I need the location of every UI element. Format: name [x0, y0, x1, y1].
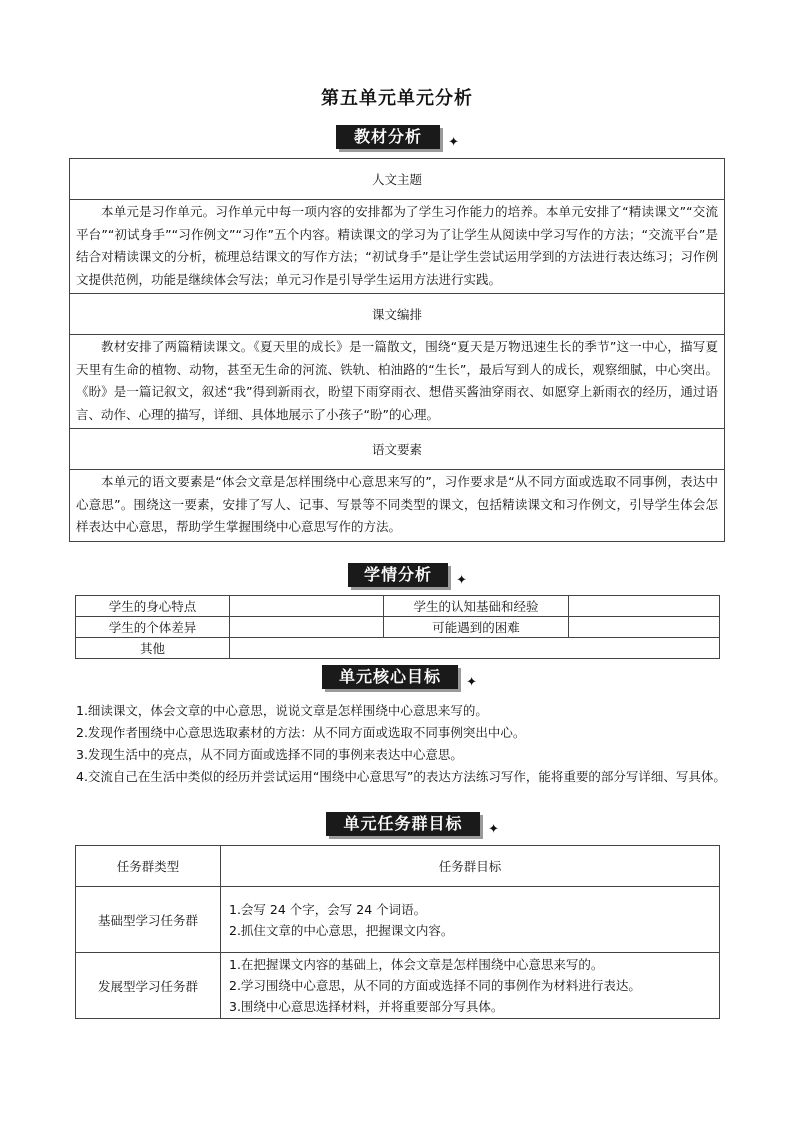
- textbook-analysis-table: [69, 158, 725, 542]
- table-cell: 可能遇到的困难: [384, 617, 569, 638]
- banner-label: 学情分析: [363, 565, 432, 584]
- task-group-goals: [221, 887, 720, 953]
- student-analysis-table: [75, 595, 720, 659]
- table-cell: 其他: [76, 638, 230, 659]
- table-header-type: 任务群类型: [76, 846, 221, 887]
- list-item: 2.发现作者围绕中心意思选取素材的方法：从不同方面或选取不同事例突出中心。: [76, 725, 526, 740]
- goal-item: 3.围绕中心意思选择材料，并将重要部分写具体。: [229, 999, 504, 1014]
- table-cell: 学生的认知基础和经验: [384, 596, 569, 617]
- table-cell-empty[interactable]: [230, 617, 384, 638]
- task-group-goals: [221, 953, 720, 1019]
- sparkle-icon: ✦: [466, 675, 478, 690]
- table-paragraph: 本单元是习作单元。习作单元中每一项内容的安排都为了学生习作能力的培养。本单元安排了“精读课文”“交流平台”“初试身手”“习作例文”“习作”五个内容。精读课文的学习为了让学生从阅读中学习写作的方法；“交流平台”是结合对精读课文的分析，梳理总结课文的写作方法；“初试身手”是让学生尝试运用学到的方法进行表达练习；习作例文提供范例，功能是继续体会写法；单元习作是引导学生运用方法进行实践。: [70, 200, 725, 294]
- goal-item: 1.会写 24 个字，会写 24 个词语。: [229, 901, 427, 917]
- page-title: 第五单元单元分析: [321, 88, 473, 109]
- task-group-type: 基础型学习任务群: [76, 887, 221, 953]
- task-group-table: [75, 845, 720, 1019]
- sparkle-icon: ✦: [488, 822, 500, 837]
- section-banner-core-goals: [322, 665, 478, 690]
- banner-label: 教材分析: [353, 127, 422, 146]
- table-cell: 学生的个体差异: [76, 617, 230, 638]
- list-item: 3.发现生活中的亮点，从不同方面或选择不同的事例来表达中心意思。: [76, 747, 463, 762]
- table-paragraph: 本单元的语文要素是“体会文章是怎样围绕中心意思来写的”，习作要求是“从不同方面或选取不同事例，表达中心意思”。围绕这一要素，安排了写人、记事、写景等不同类型的课文，包括精读课文和习作例文，引导学生体会怎样表达中心意思，帮助学生掌握围绕中心意思写作的方法。: [70, 470, 725, 542]
- core-goals-list: [76, 700, 726, 788]
- list-item: 1.细读课文，体会文章的中心意思，说说文章是怎样围绕中心意思来写的。: [76, 703, 488, 718]
- goal-item: 1.在把握课文内容的基础上，体会文章是怎样围绕中心意思来写的。: [229, 957, 604, 972]
- table-cell-empty[interactable]: [569, 596, 720, 617]
- sparkle-icon: ✦: [448, 135, 460, 150]
- goal-item: 2.抓住文章的中心意思，把握课文内容。: [229, 922, 454, 938]
- table-header-goal: 任务群目标: [221, 846, 720, 887]
- section-banner-textbook-analysis: [336, 125, 460, 150]
- task-group-type: 发展型学习任务群: [76, 953, 221, 1019]
- table-cell-empty[interactable]: [230, 596, 384, 617]
- table-heading: 语文要素: [70, 429, 725, 470]
- table-cell: 学生的身心特点: [76, 596, 230, 617]
- table-heading: 人文主题: [70, 159, 725, 200]
- banner-label: 单元核心目标: [338, 667, 441, 686]
- table-cell-empty[interactable]: [569, 617, 720, 638]
- banner-label: 单元任务群目标: [343, 814, 463, 833]
- table-paragraph: 教材安排了两篇精读课文。《夏天里的成长》是一篇散文，围绕“夏天是万物迅速生长的季节”这一中心，描写夏天里有生命的植物、动物，甚至无生命的河流、铁轨、柏油路的“生长”，最后写到人的成长，观察细腻，中心突出。《盼》是一篇记叙文，叙述“我”得到新雨衣，盼望下雨穿雨衣、想借买酱油穿雨衣、如愿穿上新雨衣的经历，通过语言、动作、心理的描写，详细、具体地展示了小孩子“盼”的心理。: [70, 335, 725, 429]
- list-item: 4.交流自己在生活中类似的经历并尝试运用“围绕中心意思写”的表达方法练习写作，能将重要的部分写详细、写具体。: [76, 769, 726, 784]
- section-banner-student-analysis: [348, 563, 468, 588]
- sparkle-icon: ✦: [456, 573, 468, 588]
- table-cell-empty[interactable]: [230, 638, 720, 659]
- goal-item: 2.学习围绕中心意思，从不同的方面或选择不同的事例作为材料进行表达。: [229, 978, 641, 993]
- table-heading: 课文编排: [70, 294, 725, 335]
- section-banner-task-group-goals: [326, 812, 500, 837]
